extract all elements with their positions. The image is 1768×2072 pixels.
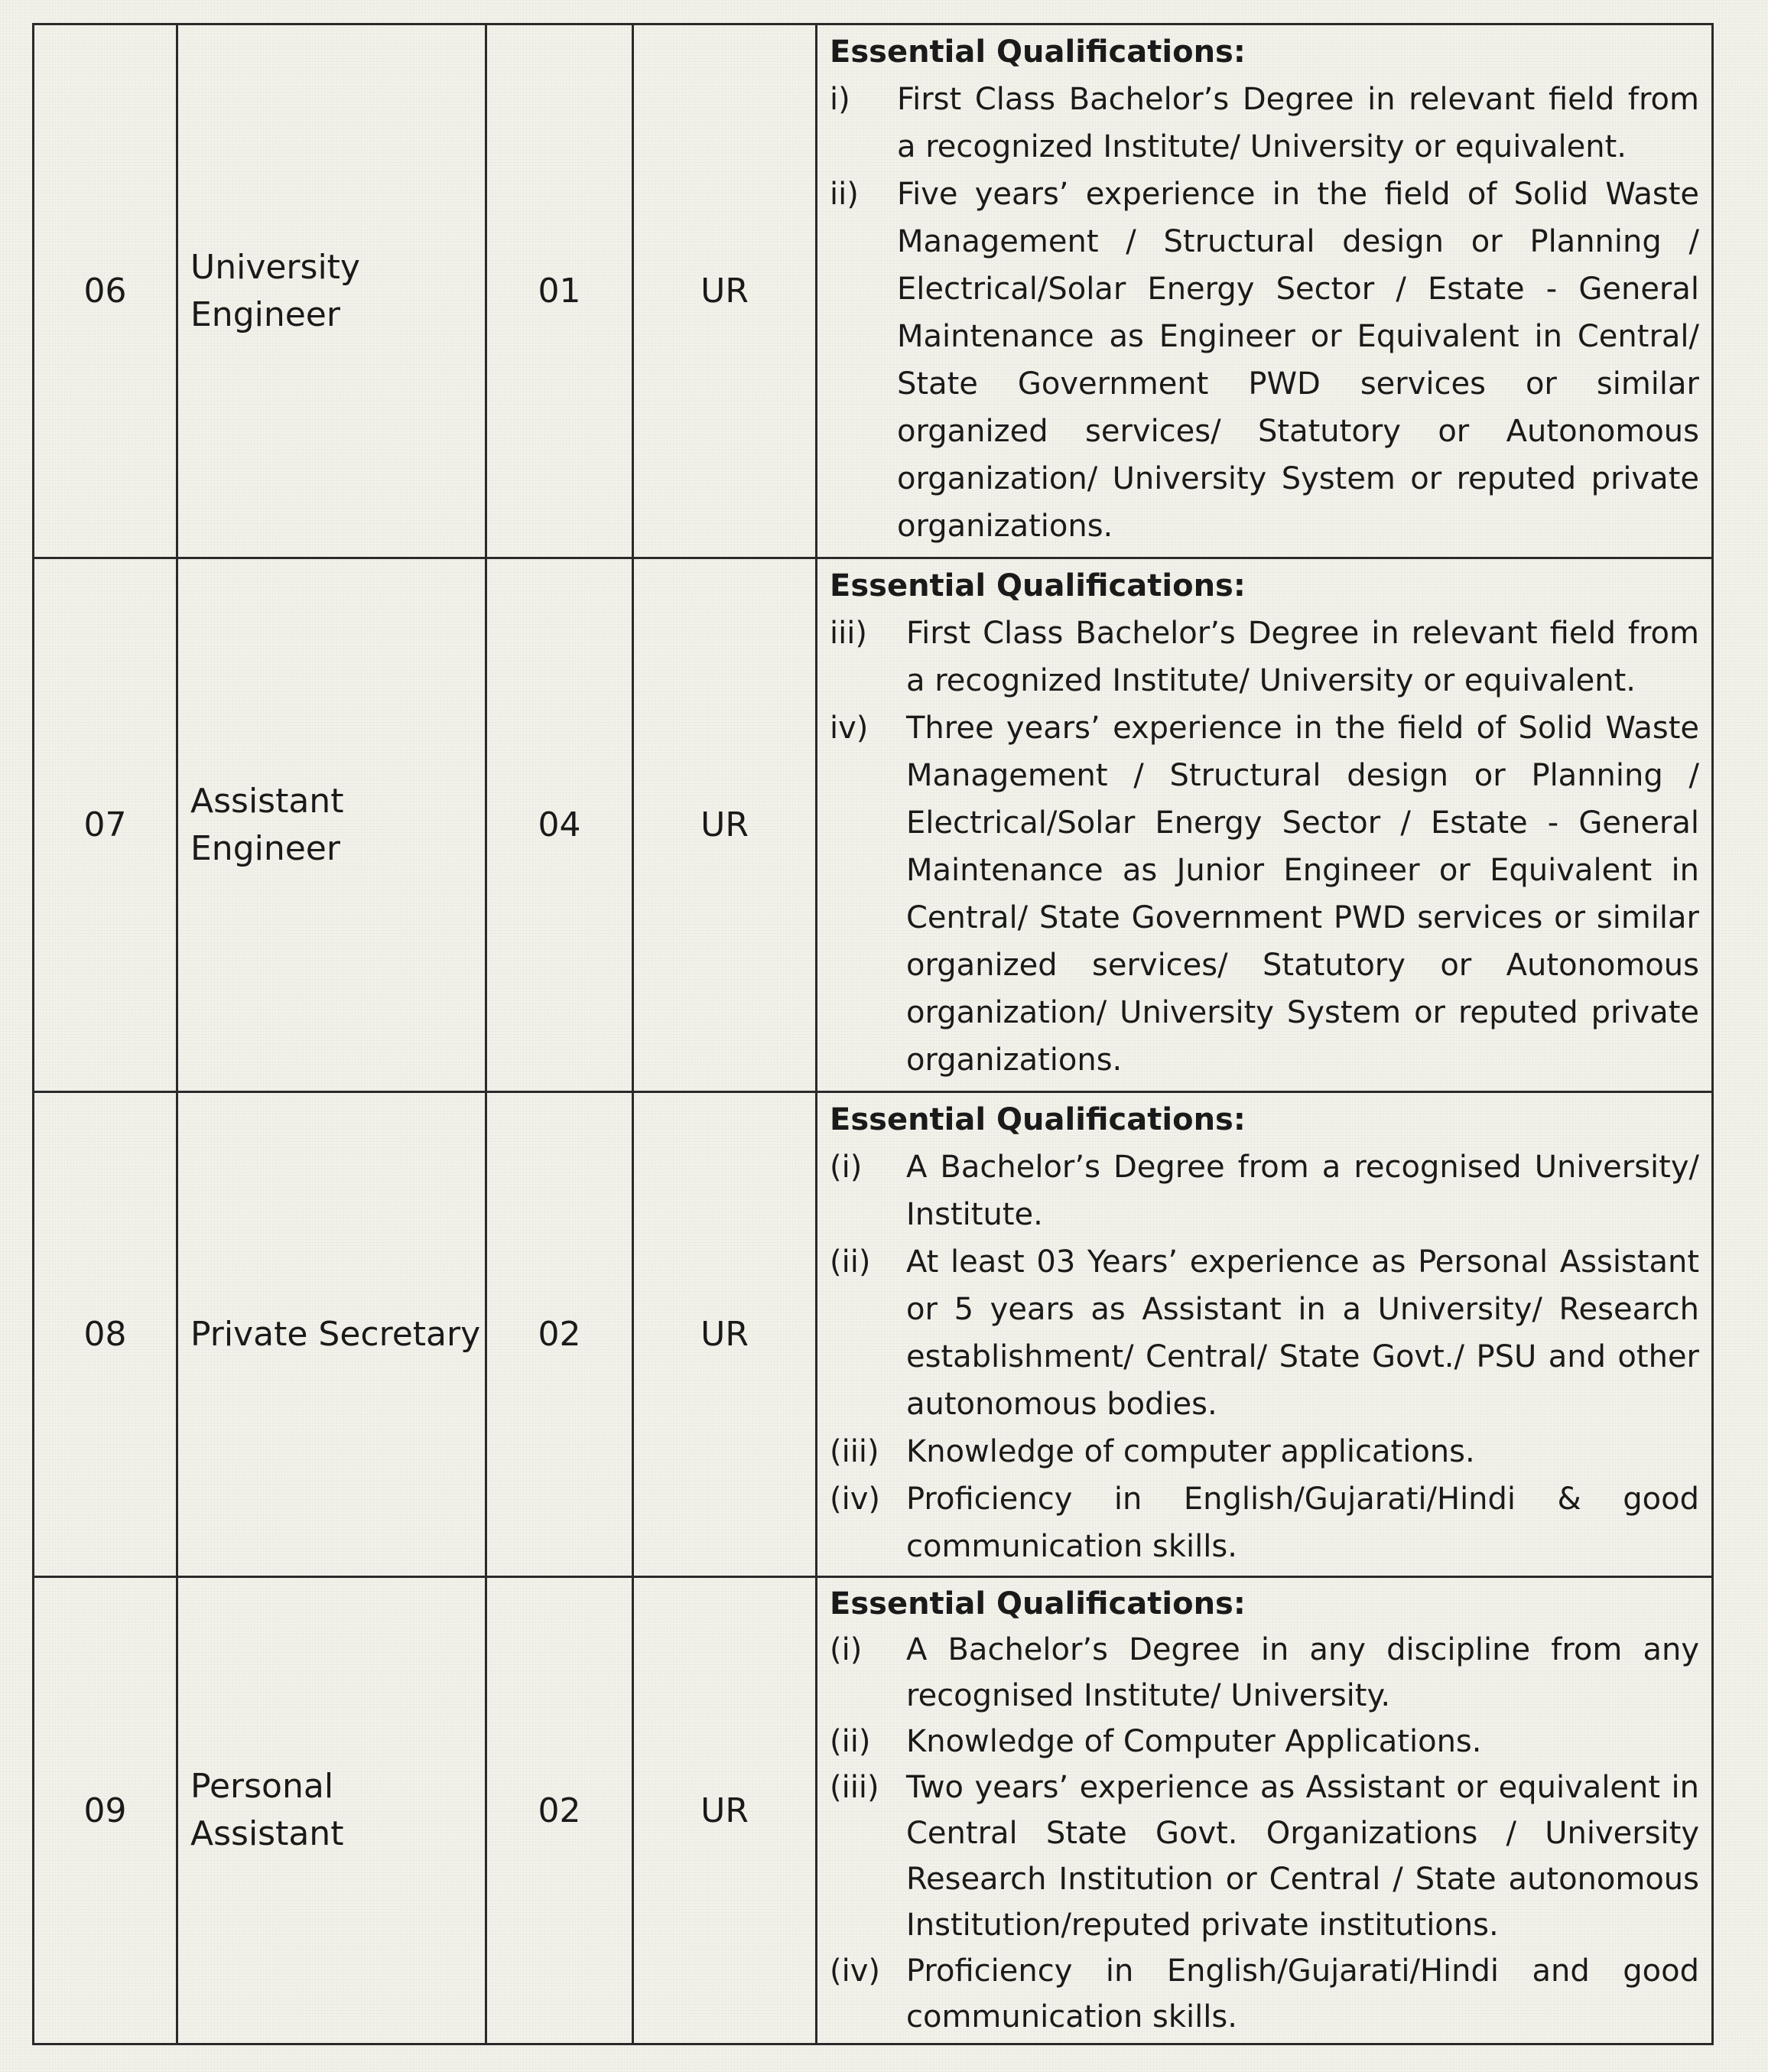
category: UR (633, 1577, 817, 2044)
qualifications-table (32, 23, 1714, 2045)
post-name (177, 24, 486, 558)
list-item-text: Proficiency in English/Gujarati/Hindi & good communication skills. (906, 1482, 1699, 1564)
list-marker: (i) (830, 1150, 863, 1185)
list-item (830, 610, 1699, 704)
list-item-text: A Bachelor’s Degree in any discipline from any recognised Institute/ University. (906, 1632, 1699, 1713)
list-marker: (ii) (830, 1724, 871, 1759)
list-item (830, 1143, 1699, 1238)
list-item (830, 171, 1699, 550)
list-item (830, 1627, 1699, 1719)
list-marker: (iv) (830, 1482, 880, 1517)
list-marker: (i) (830, 1632, 863, 1667)
post-name (177, 558, 486, 1092)
serial-number: 06 (34, 24, 177, 558)
number-of-posts: 02 (486, 1577, 633, 2044)
post-name (177, 1577, 486, 2044)
list-item-text: Knowledge of Computer Applications. (906, 1724, 1482, 1759)
category: UR (633, 1092, 817, 1577)
list-item (830, 1765, 1699, 1948)
post-name-line: Engineer (190, 294, 340, 334)
qualifications-heading: Essential Qualifications: (830, 1586, 1246, 1621)
list-item (830, 1475, 1699, 1570)
post-name-line: Private Secretary (190, 1314, 481, 1354)
list-marker: ii) (830, 177, 859, 212)
qualifications-cell (817, 1577, 1713, 2044)
list-item-text: Three years’ experience in the field of Solid Waste Management / Structural design or Planning / Electrical/Solar Energy Sector / Estate - General Maintenance as Junior Engineer or Equivalent in Central/ State Government PWD services or similar organized services/ Statutory or Autonomous organization/ University System or reputed private organizations. (906, 711, 1699, 1078)
list-item-text: Proficiency in English/Gujarati/Hindi and good communication skills. (906, 1953, 1699, 2035)
post-name-line: Engineer (190, 828, 340, 868)
post-name-line: Assistant (190, 1814, 344, 1853)
serial-number: 07 (34, 558, 177, 1092)
list-item (830, 1948, 1699, 2040)
list-item (830, 1428, 1699, 1475)
list-item (830, 76, 1699, 171)
table-row (34, 1577, 1713, 2044)
list-marker: (iv) (830, 1953, 880, 1989)
list-marker: iii) (830, 616, 867, 651)
table-row (34, 1092, 1713, 1577)
list-item-text: A Bachelor’s Degree from a recognised University/ Institute. (906, 1150, 1699, 1232)
category: UR (633, 24, 817, 558)
list-item (830, 1238, 1699, 1428)
list-item-text: Five years’ experience in the field of Solid Waste Management / Structural design or Planning / Electrical/Solar Energy Sector / Estate - General Maintenance as Engineer or Equivalent in Central/ State Government PWD services or similar organized services/ Statutory or Autonomous organization/ University System or reputed private organizations. (897, 177, 1699, 544)
list-item-text: First Class Bachelor’s Degree in relevant field from a recognized Institute/ University or equivalent. (897, 82, 1699, 164)
qualifications-heading: Essential Qualifications: (830, 1102, 1246, 1137)
qualifications-heading: Essential Qualifications: (830, 568, 1246, 603)
list-item (830, 1719, 1699, 1765)
serial-number: 09 (34, 1577, 177, 2044)
qualifications-heading: Essential Qualifications: (830, 34, 1246, 70)
list-item-text: Two years’ experience as Assistant or equivalent in Central State Govt. Organizations / University Research Institution or Central / State autonomous Institution/reputed private institutions. (906, 1770, 1699, 1943)
category: UR (633, 558, 817, 1092)
table-row (34, 558, 1713, 1092)
number-of-posts: 04 (486, 558, 633, 1092)
post-name-line: Personal (190, 1767, 334, 1806)
serial-number: 08 (34, 1092, 177, 1577)
list-marker: (iii) (830, 1434, 879, 1469)
number-of-posts: 01 (486, 24, 633, 558)
list-marker: (ii) (830, 1244, 871, 1280)
post-name (177, 1092, 486, 1577)
qualifications-cell (817, 1092, 1713, 1577)
list-marker: iv) (830, 711, 869, 746)
table-row (34, 24, 1713, 558)
list-item-text: At least 03 Years’ experience as Personal Assistant or 5 years as Assistant in a University/ Research establishment/ Central/ State Govt./ PSU and other autonomous bodies. (906, 1244, 1699, 1422)
list-item-text: First Class Bachelor’s Degree in relevant field from a recognized Institute/ University or equivalent. (906, 616, 1699, 698)
post-name-line: Assistant (190, 781, 344, 821)
qualifications-cell (817, 558, 1713, 1092)
list-item (830, 704, 1699, 1084)
list-marker: i) (830, 82, 850, 117)
post-name-line: University (190, 247, 360, 287)
list-marker: (iii) (830, 1770, 879, 1805)
list-item-text: Knowledge of computer applications. (906, 1434, 1475, 1469)
number-of-posts: 02 (486, 1092, 633, 1577)
qualifications-cell (817, 24, 1713, 558)
